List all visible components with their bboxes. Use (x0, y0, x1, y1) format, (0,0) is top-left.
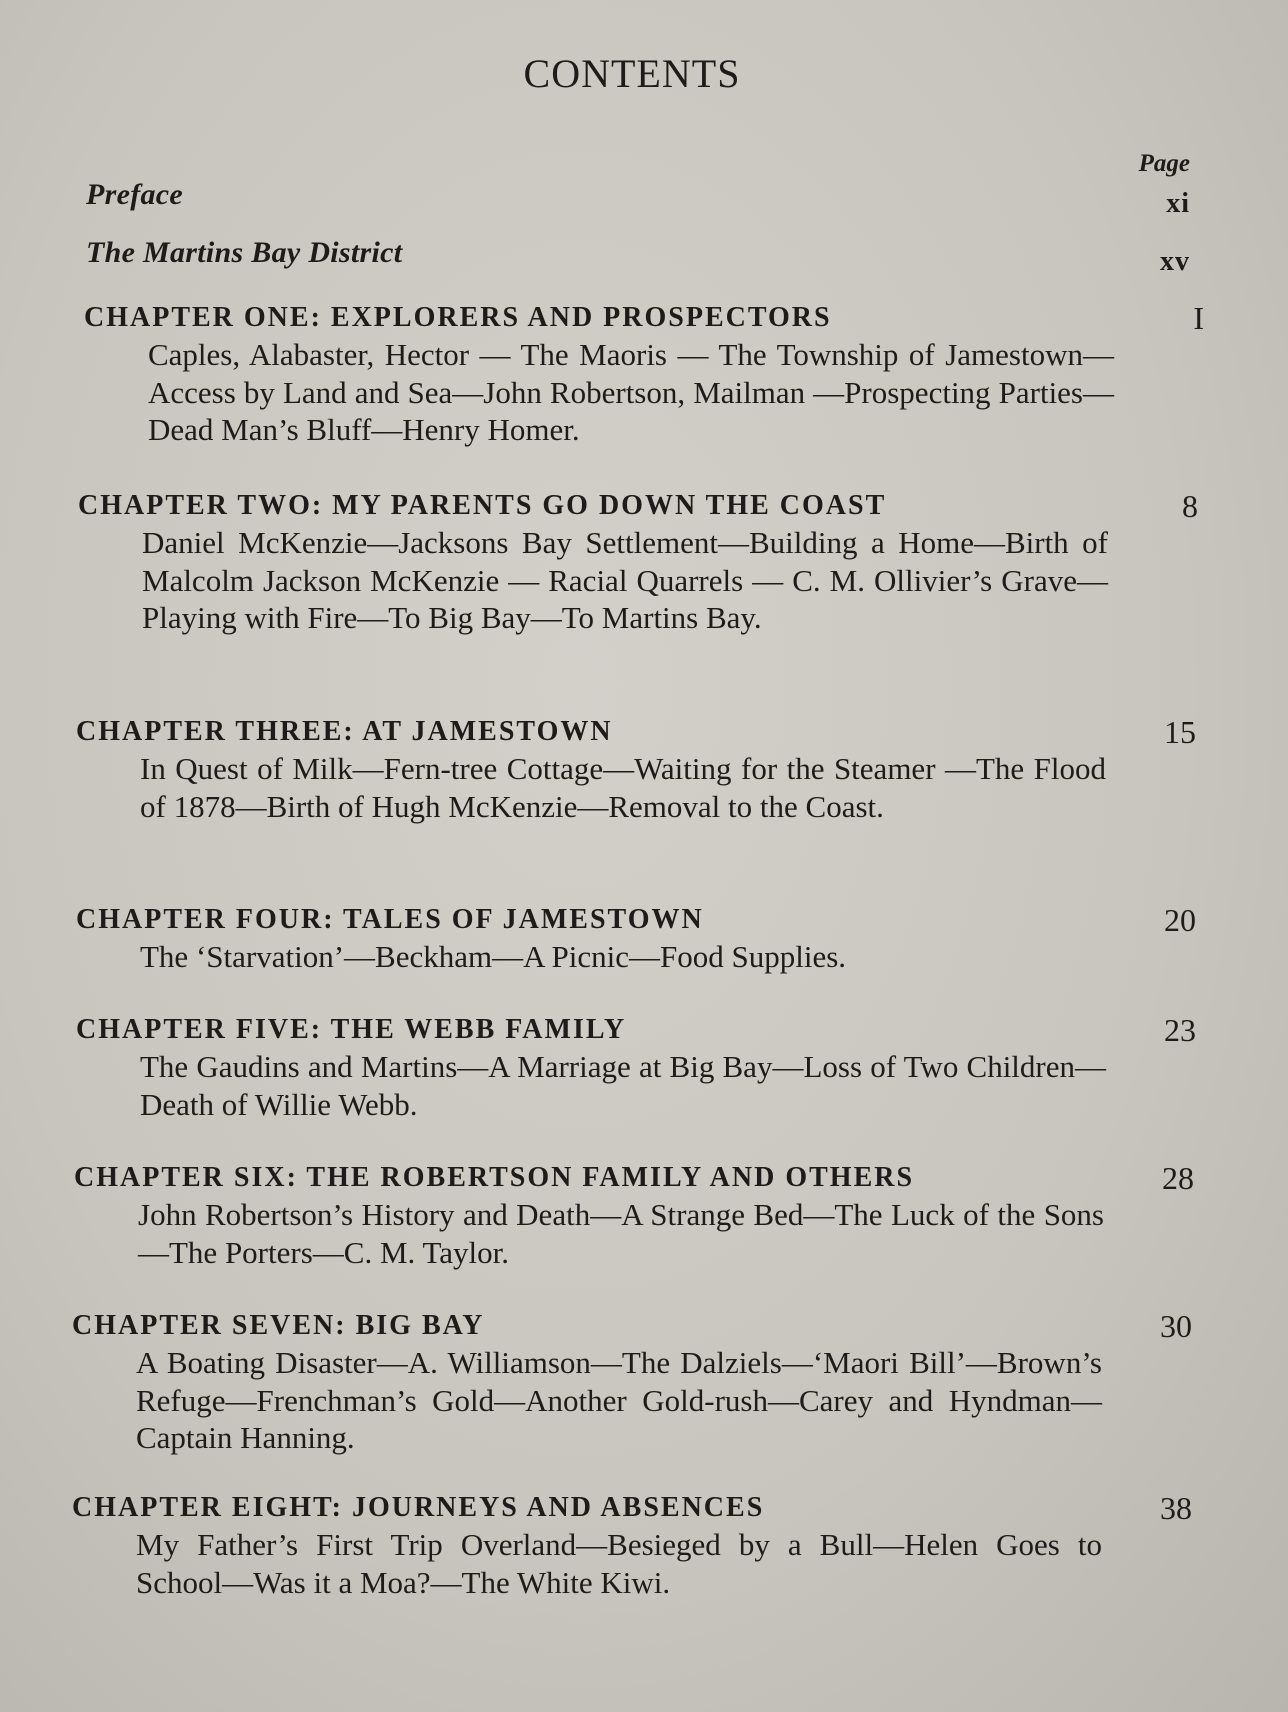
chapter-description: The Gaudins and Martins—A Marriage at Big Bay—Loss of Two Children—Death of Willie Webb. (140, 1049, 1106, 1122)
front-matter-page: xi (1166, 188, 1190, 219)
page-title: CONTENTS (523, 51, 741, 96)
chapter-page: 20 (1164, 902, 1196, 938)
page-column-heading: Page (1138, 150, 1190, 177)
chapter-description: In Quest of Milk—Fern-tree Cottage—Waiting for the Steamer —The Flood of 1878—Birth of Hugh McKenzie—Removal to the Coast. (140, 751, 1106, 824)
chapter-page: 38 (1160, 1490, 1192, 1526)
front-matter-title: The Martins Bay District (86, 236, 403, 269)
front-matter-title: Preface (86, 178, 184, 211)
chapter-page: 8 (1182, 488, 1198, 524)
chapter-heading: CHAPTER EIGHT: JOURNEYS AND ABSENCES (72, 1492, 765, 1523)
chapter-heading: CHAPTER SIX: THE ROBERTSON FAMILY AND OTHERS (74, 1162, 915, 1193)
chapter-heading: CHAPTER TWO: MY PARENTS GO DOWN THE COAST (78, 490, 887, 521)
chapter-seven (72, 1308, 1192, 1457)
chapter-page: 30 (1160, 1308, 1192, 1344)
chapter-description: The ‘Starvation’—Beckham—A Picnic—Food Supplies. (140, 939, 847, 974)
chapter-three (76, 714, 1196, 825)
chapter-page: I (1193, 300, 1204, 336)
front-matter-martins-bay-district (86, 236, 1190, 276)
chapter-description: John Robertson’s History and Death—A Strange Bed—The Luck of the Sons—The Porters—C. M. Taylor. (138, 1197, 1104, 1270)
chapter-one (84, 300, 1204, 449)
chapter-two (78, 488, 1198, 637)
chapter-four (76, 902, 1196, 976)
chapter-heading: CHAPTER THREE: AT JAMESTOWN (76, 716, 613, 747)
chapter-page: 28 (1162, 1160, 1194, 1196)
chapter-description: A Boating Disaster—A. Williamson—The Dalziels—‘Maori Bill’—Brown’s Refuge—Frenchman’s Gold—Another Gold-rush—Carey and Hyndman—Captain Hanning. (136, 1345, 1102, 1455)
chapter-eight (72, 1490, 1192, 1601)
chapter-page: 15 (1164, 714, 1196, 750)
chapter-six (74, 1160, 1194, 1271)
chapter-heading: CHAPTER FIVE: THE WEBB FAMILY (76, 1014, 627, 1045)
chapter-description: Caples, Alabaster, Hector — The Maoris — The Township of Jamestown—Access by Land and Sea—John Robertson, Mailman —Prospecting Parties—Dead Man’s Bluff—Henry Homer. (148, 337, 1114, 447)
front-matter-page: xv (1160, 246, 1190, 277)
chapter-heading: CHAPTER FOUR: TALES OF JAMESTOWN (76, 904, 704, 935)
chapter-heading: CHAPTER SEVEN: BIG BAY (72, 1310, 485, 1341)
chapter-five (76, 1012, 1196, 1123)
chapter-page: 23 (1164, 1012, 1196, 1048)
chapter-heading: CHAPTER ONE: EXPLORERS AND PROSPECTORS (84, 302, 832, 333)
front-matter-preface (86, 178, 1190, 218)
chapter-description: Daniel McKenzie—Jacksons Bay Settlement—Building a Home—Birth of Malcolm Jackson McKenzie — Racial Quarrels — C. M. Ollivier’s Grave—Playing with Fire—To Big Bay—To Martins Bay. (142, 525, 1108, 635)
chapter-description: My Father’s First Trip Overland—Besieged by a Bull—Helen Goes to School—Was it a Moa?—The White Kiwi. (136, 1527, 1102, 1600)
